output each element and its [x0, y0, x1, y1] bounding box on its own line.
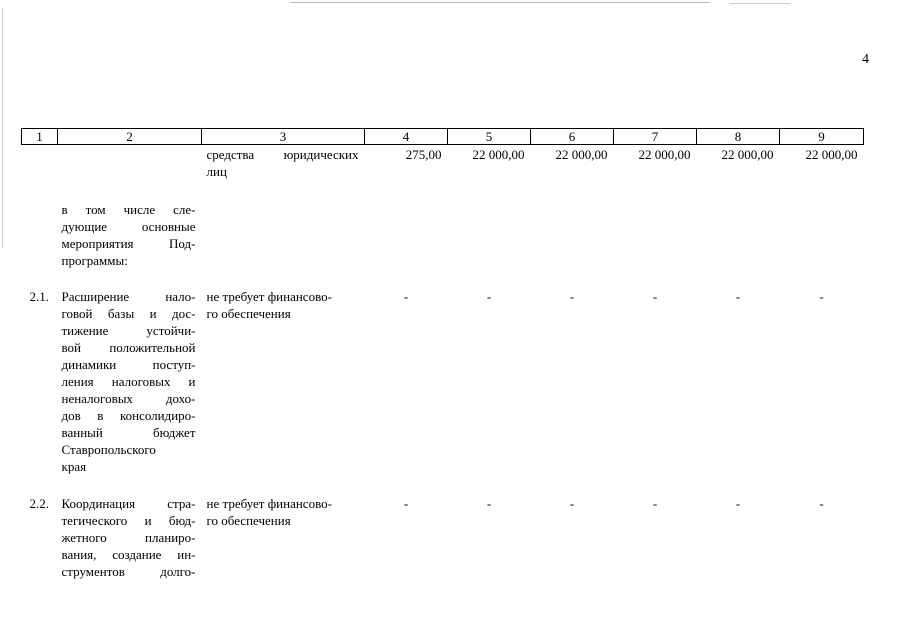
value-cell: -: [652, 288, 658, 304]
value-cell: -: [735, 288, 741, 304]
source-line: го обеспечения: [206, 305, 291, 321]
value-cell: -: [819, 288, 824, 304]
value-cell: -: [486, 288, 492, 304]
value-cell: [448, 201, 531, 288]
value-cell: -: [403, 288, 409, 304]
name-line: неналоговых дохо-: [61, 390, 196, 406]
column-header: 6: [531, 129, 614, 145]
name-line: ванный бюджет: [61, 424, 196, 440]
name-line: Расширение нало-: [61, 288, 196, 304]
row-source: [202, 495, 365, 585]
column-header: 9: [780, 129, 864, 145]
budget-table-sheet: [21, 128, 863, 585]
column-number-row: [22, 129, 864, 145]
scan-artifact-edge: [2, 8, 3, 248]
name-line: тижение устойчи-: [61, 322, 196, 338]
value-cell: [780, 201, 864, 288]
column-header: 5: [448, 129, 531, 145]
name-line: в том числе сле-: [61, 201, 196, 217]
page-number: 4: [862, 52, 869, 67]
name-line: динамики поступ-: [61, 356, 196, 372]
column-header: 3: [202, 129, 365, 145]
value-cell: [614, 201, 697, 288]
source-line: средства юридических: [206, 147, 359, 162]
row-source: [202, 288, 365, 495]
name-line: Ставропольского: [61, 441, 156, 457]
budget-table: [21, 128, 864, 585]
name-line: вания, создание ин-: [61, 546, 196, 562]
name-line: тегического и бюд-: [61, 512, 196, 528]
name-line: мероприятия Под-: [61, 235, 196, 251]
row-name: [58, 145, 202, 201]
row-number: [22, 201, 58, 288]
scan-artifact-line: [730, 3, 790, 4]
column-header: 2: [58, 129, 202, 145]
name-line: жетного планиро-: [61, 529, 196, 545]
name-line: ления налоговых и: [61, 373, 196, 389]
column-header: 4: [365, 129, 448, 145]
row-name: [58, 201, 202, 288]
row-number: 2.2.: [29, 495, 49, 511]
value-cell: -: [735, 495, 741, 511]
value-cell: -: [652, 495, 658, 511]
value-cell: -: [569, 288, 575, 304]
table-row: [22, 288, 864, 495]
value-cell: 22 000,00: [638, 147, 691, 162]
scan-artifact-line: [290, 2, 710, 3]
value-cell: [531, 201, 614, 288]
column-header: 8: [697, 129, 780, 145]
value-cell: -: [403, 495, 409, 511]
value-cell: 22 000,00: [472, 147, 525, 162]
table-row: [22, 495, 864, 585]
row-name: [58, 495, 202, 585]
value-cell: 22 000,00: [721, 147, 774, 162]
row-number: [22, 145, 58, 201]
source-line: лиц: [206, 164, 227, 179]
source-line: го обеспечения: [206, 512, 291, 528]
name-line: говой базы и дос-: [61, 305, 196, 321]
row-name: [58, 288, 202, 495]
value-cell: -: [569, 495, 575, 511]
column-header: 7: [614, 129, 697, 145]
table-row: [22, 201, 864, 288]
value-cell: [365, 201, 448, 288]
name-line: струментов долго-: [61, 563, 196, 579]
source-line: не требует финансово-: [206, 495, 332, 511]
value-cell: 22 000,00: [555, 147, 608, 162]
value-cell: 275,00: [405, 147, 442, 162]
table-row: [22, 145, 864, 201]
column-header: 1: [22, 129, 58, 145]
value-cell: -: [819, 495, 824, 511]
name-line: дов в консолидиро-: [61, 407, 196, 423]
value-cell: [697, 201, 780, 288]
row-source: [202, 145, 365, 201]
source-line: не требует финансово-: [206, 288, 332, 304]
row-source: [202, 201, 365, 288]
name-line: программы:: [61, 252, 128, 268]
name-line: края: [61, 458, 87, 474]
name-line: Координация стра-: [61, 495, 196, 511]
name-line: дующие основные: [61, 218, 196, 234]
value-cell: -: [486, 495, 492, 511]
row-number: 2.1.: [29, 288, 49, 304]
name-line: вой положительной: [61, 339, 196, 355]
value-cell: 22 000,00: [805, 147, 858, 162]
